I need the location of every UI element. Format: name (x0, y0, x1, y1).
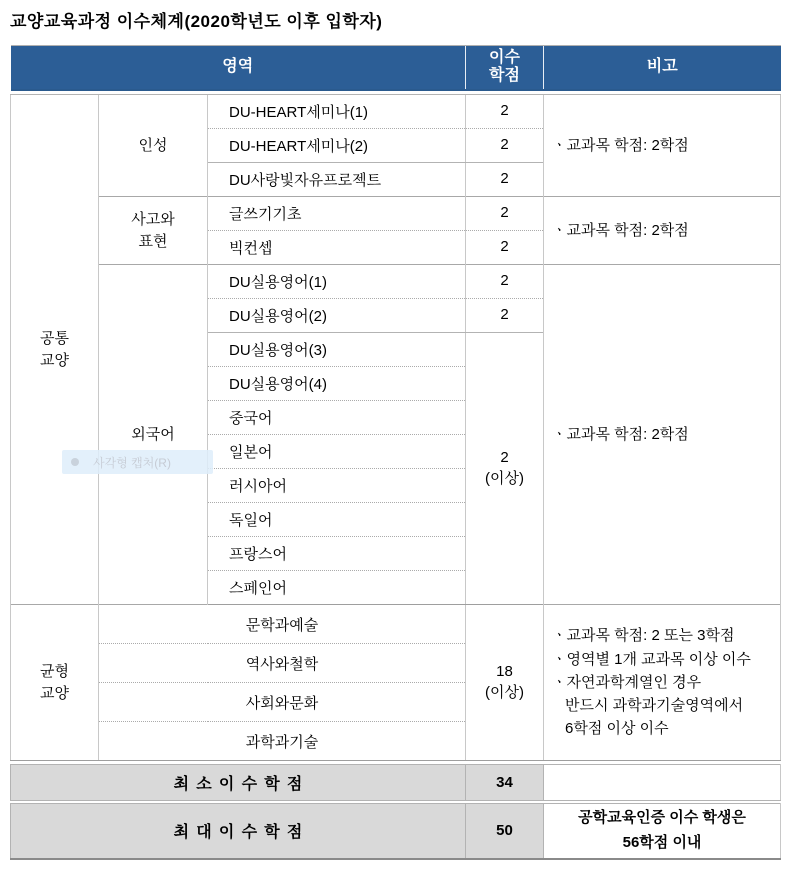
credit-cell: 2 (466, 265, 544, 299)
group-label-thinking: 사고와 표현 (99, 197, 208, 265)
course-cell: 러시아어 (208, 469, 466, 503)
min-credits-value-cell: 34 (466, 765, 544, 801)
credit-cell: 2 (466, 299, 544, 333)
bullet-icon (71, 458, 79, 466)
course-cell: 일본어 (208, 435, 466, 469)
course-cell: DU-HEART세미나(1) (208, 95, 466, 129)
section-label-common: 공통 교양 (11, 95, 99, 605)
group-label-personality: 인성 (99, 95, 208, 197)
note-cell-foreign: ㆍ교과목 학점: 2학점 (544, 265, 781, 605)
credits-header-line2: 학점 (489, 67, 520, 85)
course-cell: 빅컨셉 (208, 231, 466, 265)
page-title: 교양교육과정 이수체계(2020학년도 이후 입학자) (10, 12, 383, 31)
credit-cell-balance: 18 (이상) (466, 605, 544, 761)
category-cell: 과학과기술 (99, 722, 466, 761)
credits-header-cell (466, 46, 544, 90)
course-cell: 스페인어 (208, 571, 466, 605)
note-cell-balance: ㆍ교과목 학점: 2 또는 3학점 ㆍ영역별 1개 교과목 이상 이수 ㆍ자연과학계열인 경우 반드시 과학과기술영역에서 6학점 이상 이수 (544, 605, 781, 761)
section-label-balance: 균형 교양 (11, 605, 99, 761)
area-header-cell: 영역 (11, 46, 466, 90)
credits-header-line1: 이수 (489, 48, 520, 66)
category-cell: 역사와철학 (99, 644, 466, 683)
credit-cell: 2 (466, 231, 544, 265)
max-credits-value-cell: 50 (466, 804, 544, 859)
course-cell: DU사랑빛자유프로젝트 (208, 163, 466, 197)
course-cell: DU실용영어(3) (208, 333, 466, 367)
course-cell: DU실용영어(2) (208, 299, 466, 333)
note-cell-personality: ㆍ교과목 학점: 2학점 (544, 95, 781, 197)
category-cell: 사회와문화 (99, 683, 466, 722)
course-cell: DU-HEART세미나(2) (208, 129, 466, 163)
note-cell-thinking: ㆍ교과목 학점: 2학점 (544, 197, 781, 265)
credit-cell: 2 (466, 163, 544, 197)
max-credits-note-cell: 공학교육인증 이수 학생은 56학점 이내 (544, 804, 781, 859)
credit-cell-foreign-shared: 2 (이상) (466, 333, 544, 605)
credit-cell: 2 (466, 129, 544, 163)
course-cell: DU실용영어(1) (208, 265, 466, 299)
min-credits-label-cell: 최소이수학점 (11, 765, 466, 801)
min-credits-note-cell (544, 765, 781, 801)
course-cell: 중국어 (208, 401, 466, 435)
course-cell: DU실용영어(4) (208, 367, 466, 401)
note-header-cell: 비고 (544, 46, 781, 90)
course-cell: 글쓰기기초 (208, 197, 466, 231)
category-cell: 문학과예술 (99, 605, 466, 644)
course-cell: 프랑스어 (208, 537, 466, 571)
capture-menu-item[interactable] (62, 450, 213, 474)
capture-menu-label: 사각형 캡처(R) (93, 455, 171, 470)
course-cell: 독일어 (208, 503, 466, 537)
credit-cell: 2 (466, 95, 544, 129)
group-label-foreign: 외국어 (99, 265, 208, 605)
credit-cell: 2 (466, 197, 544, 231)
max-credits-label-cell: 최대이수학점 (11, 804, 466, 859)
table-header-row (11, 46, 781, 90)
